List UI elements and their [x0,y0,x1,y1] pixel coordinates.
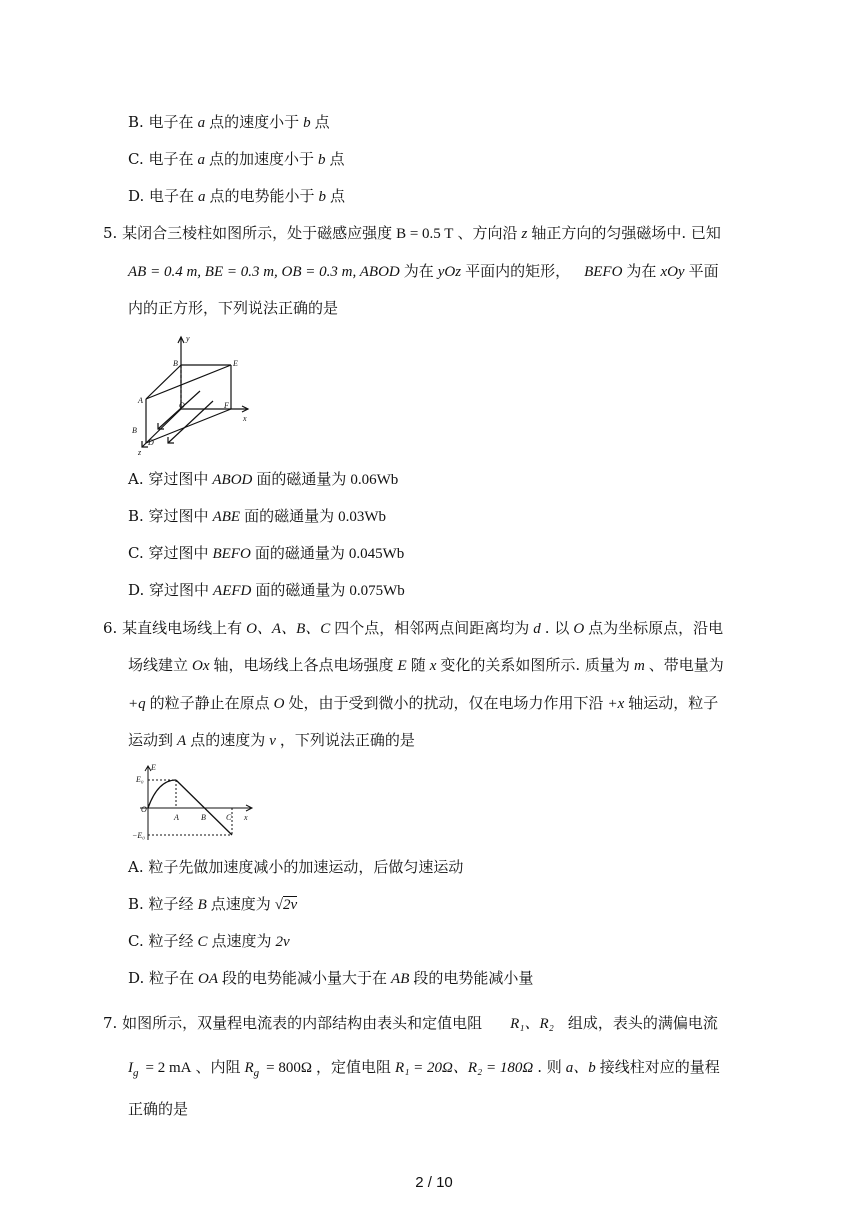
point-a: A [177,733,187,749]
q6-e-x-graph [128,762,258,844]
q5-text: 、方向沿 [457,224,518,242]
q6-text: 点的速度为 [190,731,266,749]
q7-stem-line2 [128,1057,720,1083]
q5-given-lengths: AB = 0.4 m, BE = 0.3 m, OB = 0.3 m, ABOD [128,264,400,280]
point-c: C [197,934,208,950]
q4-option-d [128,186,345,207]
face-befo: BEFO [584,264,623,280]
q5-option-d-text: D. 穿过图中 [128,581,210,599]
q7-text: 、内阻 [195,1058,241,1076]
var-z: z [521,226,528,242]
q5-option-b-value: 0.03Wb [338,509,386,525]
q5-option-d-value: 0.075Wb [349,583,405,599]
q6-text: 轴，电场线上各点电场强度 [213,656,394,674]
q6-option-b-text2: 点速度为 [210,895,271,913]
q5-option-b-text2: 面的磁通量为 [244,507,335,525]
q6-text: 处，由于受到微小的扰动，仅在电场力作用下沿 [288,694,604,712]
label-b: B [201,813,206,822]
label-x: x [244,813,248,822]
q6-text: ，下列说法正确的是 [279,731,415,749]
q5-option-c-value: 0.045Wb [348,546,405,562]
q6-stem-line4 [128,730,415,751]
var-d: d [533,621,541,637]
field-line-2 [168,401,213,443]
label-d: D [148,438,154,447]
label-y: y [186,334,190,343]
q6-text: 四个点，相邻两点间距离均为 [334,619,530,637]
q6-option-c-value: 2v [275,934,290,950]
q4-option-d-text3: 点 [330,187,346,205]
q4-option-b [128,112,330,133]
label-x: x [243,414,247,423]
var-a: a [198,189,206,205]
var-b: b [303,115,311,131]
q5-option-d-text2: 面的磁通量为 [255,581,346,599]
q6-text: 随 [410,656,426,674]
label-e: E [151,763,156,772]
sqrt-expression [275,897,297,913]
q5-option-a [128,469,402,490]
q6-option-a: A. 粒子先做加速度减小的加速运动，后做匀速运动 [128,858,464,876]
label-c: C [226,813,232,822]
point-o: O [273,696,285,712]
q7-text: 7. 如图所示，双量程电流表的内部结构由表头和定值电阻 [103,1014,483,1032]
var-v: v [269,733,276,749]
q6-text: 的粒子静止在原点 [149,694,270,712]
var-b: b [318,189,327,205]
q4-option-d-text2: 点的电势能小于 [209,187,315,205]
q5-prism-figure [128,333,260,457]
face-befo: BEFO [212,546,251,562]
q6-text: 变化的关系如图所示. 质量为 [440,656,630,674]
var-i: I [128,1060,133,1076]
label-f: F [224,401,229,410]
q5-option-a-text: A. 穿过图中 [128,470,209,488]
var-r: R [244,1060,254,1076]
q6-text: 场线建立 [128,656,189,674]
q7-text: 组成，表头的满偏电流 [567,1014,718,1032]
var-i-subscript: g [133,1067,139,1079]
var-e: E [397,658,407,674]
q6-option-b-text: B. 粒子经 [128,895,194,913]
q6-text: 6. 某直线电场线上有 [103,619,243,637]
q5-text: 轴正方向的匀强磁场中. 已知 [531,224,721,242]
q5-option-b [128,506,390,527]
direction-plus-x: +x [607,696,625,712]
terminals-a-b: a、b [565,1060,596,1076]
var-x: x [429,658,437,674]
q7-stem-line3: 正确的是 [128,1100,189,1118]
q4-option-d-text: D. 电子在 [128,187,195,205]
label-e0: E₀ [136,775,144,784]
curve-oa [148,780,176,808]
q6-text: 运动到 [128,731,174,749]
q6-option-d-text: D. 粒子在 [128,969,195,987]
q6-stem-line1 [103,618,723,639]
face-aefd: AEFD [213,583,252,599]
var-r-subscript: g [253,1067,260,1079]
q5-text: 5. 某闭合三棱柱如图所示，处于磁感应强度 [103,224,393,242]
q4-option-b-text3: 点 [314,113,330,131]
axis-ox: Ox [192,658,210,674]
ig-value: = 2 mA [145,1060,192,1076]
q6-option-c-text: C. 粒子经 [128,932,194,950]
label-o: O [141,805,147,814]
label-z: z [138,448,142,457]
q5-option-a-text2: 面的磁通量为 [256,470,347,488]
r1-r2-values: R₁ = 20Ω、R₂ = 180Ω [395,1060,534,1076]
label-e: E [233,359,238,368]
sqrt-sign-icon: √ [274,897,283,913]
q5-stem-line3: 内的正方形，下列说法正确的是 [128,299,339,317]
q5-text: 平面 [688,262,719,280]
q4-option-c [128,149,345,170]
q6-stem-line3 [128,693,718,714]
q5-text: 平面内的矩形， [465,262,571,280]
var-a: a [197,152,205,168]
q6-text: 点为坐标原点，沿电 [588,619,724,637]
resistors-r1-r2: R₁、R₂ [510,1016,554,1032]
var-a: a [197,115,206,131]
q5-stem-line1 [103,223,721,244]
page-number: 2 / 10 [415,1174,453,1191]
q7-text: ，定值电阻 [316,1058,392,1076]
edge-df [146,409,231,443]
q5-stem-line2 [128,261,719,282]
segment-oa: OA [198,971,219,987]
q4-option-c-text3: 点 [329,150,345,168]
q4-option-c-text2: 点的加速度小于 [208,150,314,168]
charge-plus-q: +q [128,696,146,712]
var-m: m [633,658,645,674]
q4-option-c-text: C. 电子在 [128,150,194,168]
point-b: B [197,897,207,913]
q6-text: 轴运动，粒子 [628,694,719,712]
q5-text: 为在 [626,262,657,280]
q5-option-c [128,543,408,564]
q5-option-d [128,580,409,601]
q6-stem-line2 [128,655,724,676]
label-a: A [174,813,179,822]
q5-option-c-text2: 面的磁通量为 [254,544,345,562]
label-b-top: B [173,359,178,368]
q5-option-c-text: C. 穿过图中 [128,544,209,562]
q4-option-b-text: B. 电子在 [128,113,194,131]
label-a: A [138,396,143,405]
label-neg-e0: −E₀ [132,831,146,840]
q4-option-b-text2: 点的速度小于 [209,113,300,131]
q5-option-a-value: 0.06Wb [350,472,399,488]
q6-option-d-text3: 段的电势能减小量 [413,969,534,987]
point-o: O [573,621,585,637]
q5-text: 为在 [403,262,434,280]
label-b-low: B [132,426,137,435]
edge-ae [146,365,231,399]
q7-text: . 则 [537,1058,562,1076]
q5-option-b-text: B. 穿过图中 [128,507,209,525]
face-abe: ABE [212,509,241,525]
q6-option-b [128,894,301,915]
q6-option-c-text2: 点速度为 [211,932,272,950]
points-oabc: O、A、B、C [246,621,331,637]
q6-text: 、带电量为 [648,656,724,674]
q5-field-b: B = 0.5 T [396,226,454,242]
var-b: b [318,152,326,168]
rg-value: = 800Ω [266,1060,313,1076]
q7-stem-line1 [103,1013,718,1034]
q6-option-b-value: 2v [282,897,298,913]
q6-option-d [128,968,533,989]
segment-ab: AB [391,971,410,987]
q6-option-d-text2: 段的电势能减小量大于在 [222,969,388,987]
plane-xoy: xOy [660,264,685,280]
q6-option-c [128,931,294,952]
label-o: O [179,401,185,410]
q6-text: . 以 [544,619,570,637]
face-abod: ABOD [212,472,253,488]
plane-yoz: yOz [437,264,462,280]
q7-text: 接线柱对应的量程 [599,1058,720,1076]
edge-ba [146,365,181,399]
